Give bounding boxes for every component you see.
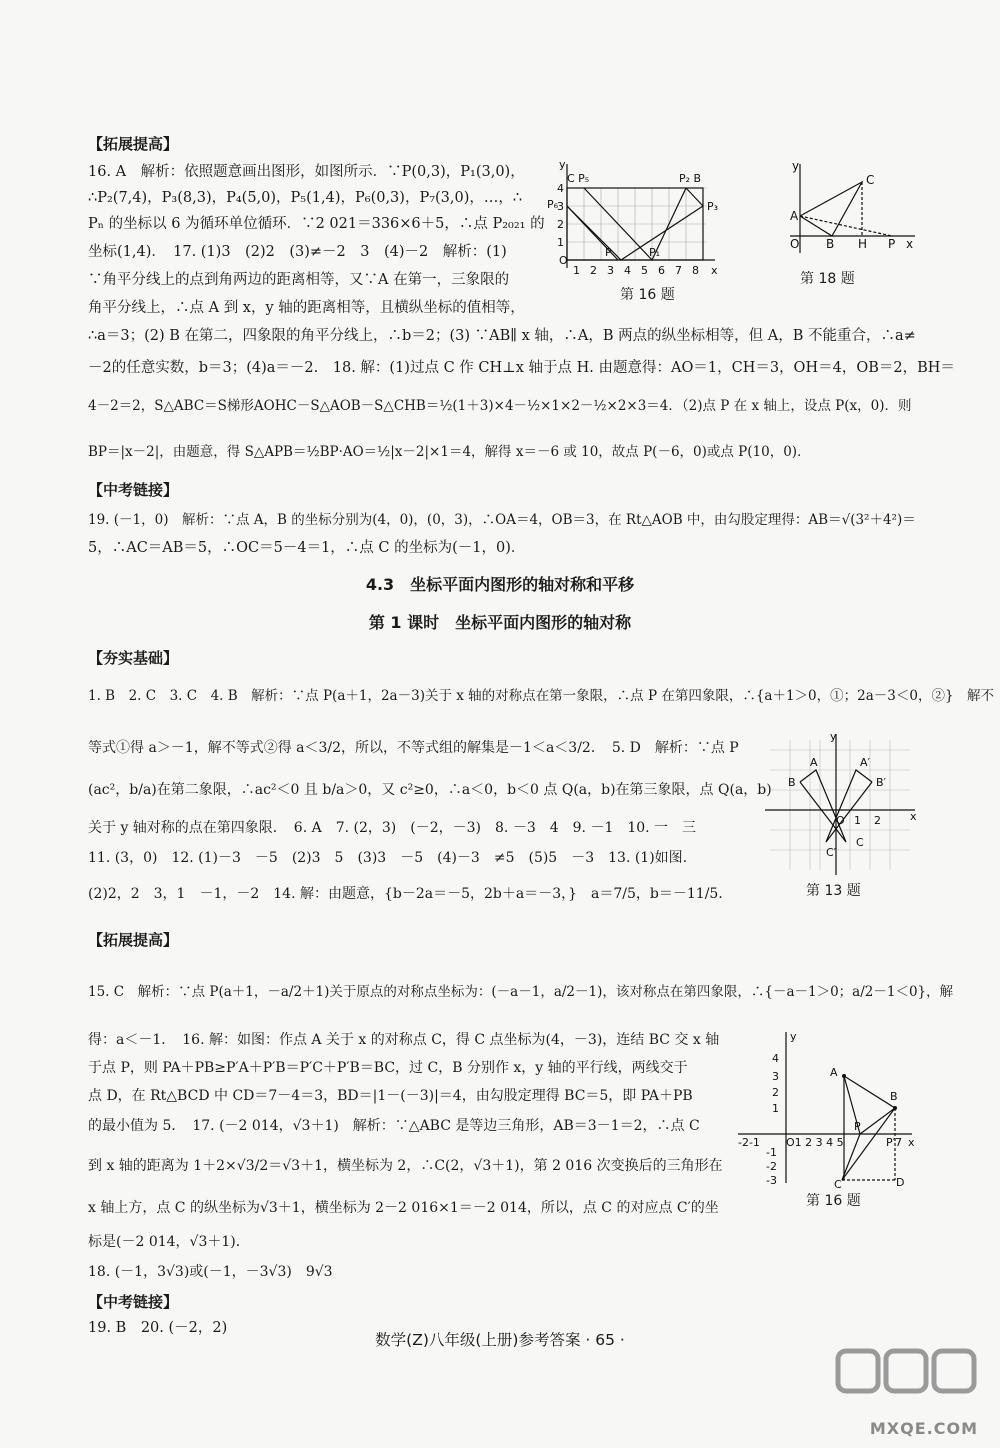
svg-text:8: 8 bbox=[692, 264, 699, 277]
svg-text:P₆: P₆ bbox=[547, 198, 559, 211]
svg-text:P: P bbox=[605, 246, 612, 259]
svg-text:-2: -2 bbox=[766, 1160, 777, 1173]
figure-16-grid bbox=[545, 158, 725, 288]
svg-text:4: 4 bbox=[772, 1052, 779, 1065]
svg-text:P: P bbox=[888, 237, 896, 251]
svg-text:A: A bbox=[790, 209, 799, 223]
svg-text:y: y bbox=[790, 1030, 797, 1043]
text-line: ∵角平分线上的点到角两边的距离相等，又∵A 在第一，三象限的 bbox=[88, 272, 510, 288]
svg-text:-1: -1 bbox=[766, 1146, 777, 1159]
figure-16-lower bbox=[730, 1028, 920, 1188]
svg-text:C: C bbox=[856, 836, 864, 849]
text-line: 于点 P，则 PA＋PB≥P′A＋P′B＝P′C＋P′B＝BC，过 C，B 分别作 x，y 轴的平行线，两线交于 bbox=[88, 1060, 688, 1076]
svg-text:-2-1: -2-1 bbox=[738, 1136, 760, 1149]
text-line: 19. B 20. (－2，2) bbox=[88, 1320, 228, 1336]
figure-13 bbox=[760, 730, 920, 880]
text-line: 16. A 解析：依照题意画出图形，如图所示．∵P(0,3)，P₁(3,0)， bbox=[88, 164, 525, 180]
svg-text:B: B bbox=[788, 776, 796, 789]
text-line: －2的任意实数，b＝3；(4)a＝－2. 18. 解：(1)过点 C 作 CH⊥x 轴于点 H. 由题意得：AO＝1，CH＝3，OH＝4，OB＝2，BH＝ bbox=[88, 360, 955, 376]
svg-text:2: 2 bbox=[557, 218, 564, 231]
svg-text:O1 2 3 4 5: O1 2 3 4 5 bbox=[786, 1136, 844, 1149]
svg-text:O: O bbox=[790, 237, 800, 251]
watermark-logo-icon bbox=[830, 1343, 980, 1428]
svg-text:B: B bbox=[890, 1090, 898, 1103]
text-line: x 轴上方，点 C 的纵坐标为√3＋1，横坐标为 2－2 016×1＝－2 014，所以，点 C 的对应点 C′的坐 bbox=[88, 1200, 719, 1216]
svg-text:1: 1 bbox=[854, 814, 861, 827]
svg-text:P₃: P₃ bbox=[707, 200, 719, 213]
text-line: 11. (3，0) 12. (1)－3 －5 (2)3 5 (3)3 －5 (4)－3 ≠5 (5)5 －3 13. (1)如图. bbox=[88, 850, 688, 866]
svg-text:1: 1 bbox=[573, 264, 580, 277]
text-line: 4－2＝2，S△ABC＝S梯形AOHC－S△AOB－S△CHB＝½(1＋3)×4－½×1×2－½×2×3＝4．（2)点 P 在 x 轴上，设点 P(x，0)．则 bbox=[88, 398, 912, 414]
figure-18-caption: 第 18 题 bbox=[800, 271, 855, 287]
figure-18 bbox=[780, 158, 920, 268]
tag-expand-2: 【拓展提高】 bbox=[88, 931, 179, 949]
svg-text:3: 3 bbox=[557, 200, 564, 213]
svg-text:y: y bbox=[830, 730, 837, 743]
svg-text:A: A bbox=[830, 1066, 838, 1079]
text-line: 等式①得 a＞－1，解不等式②得 a＜3/2，所以，不等式组的解集是－1＜a＜3/2． 5. D 解析：∵点 P bbox=[88, 740, 739, 756]
text-line: 点 D，在 Rt△BCD 中 CD＝7－4＝3，BD＝|1－(－3)|＝4，由勾股定理得 BC＝5，即 PA＋PB bbox=[88, 1088, 693, 1104]
text-line: 的最小值为 5． 17. (－2 014，√3＋1) 解析：∵△ABC 是等边三角形，AB＝3－1＝2，∴点 C bbox=[88, 1118, 700, 1134]
text-line: 19. (－1，0) 解析：∵点 A，B 的坐标分别为(4，0)，(0，3)，∴OA＝4，OB＝3，在 Rt△AOB 中，由勾股定理得：AB＝√(3²＋4²)＝ bbox=[88, 512, 916, 528]
svg-text:A: A bbox=[810, 756, 818, 769]
svg-text:x: x bbox=[906, 237, 914, 251]
svg-text:2: 2 bbox=[772, 1086, 779, 1099]
text-line: BP＝|x－2|，由题意，得 S△APB＝½BP·AO＝½|x－2|×1＝4，解得 x＝－6 或 10，故点 P(－6，0)或点 P(10，0)． bbox=[88, 444, 811, 460]
figure-16-caption: 第 16 题 bbox=[620, 287, 675, 303]
svg-text:H: H bbox=[858, 237, 868, 251]
svg-text:4: 4 bbox=[557, 182, 564, 195]
text-line: ∴a＝3；(2) B 在第二，四象限的角平分线上，∴b＝2；(3) ∵AB∥ x 轴，∴A，B 两点的纵坐标相等，但 A，B 不能重合，∴a≠ bbox=[88, 328, 916, 344]
text-line: 5，∴AC＝AB＝5，∴OC＝5－4＝1，∴点 C 的坐标为(－1，0)． bbox=[88, 540, 526, 556]
svg-text:O: O bbox=[559, 254, 568, 267]
svg-text:7: 7 bbox=[675, 264, 682, 277]
svg-text:C P₅: C P₅ bbox=[567, 172, 590, 185]
text-line: 18. (－1，3√3)或(－1，－3√3) 9√3 bbox=[88, 1264, 333, 1280]
text-line: (ac²，b/a)在第二象限，∴ac²＜0 且 b/a＞0，又 c²≥0，∴a＜0，b＜0 点 Q(a，b)在第三象限，点 Q(a，b) bbox=[88, 782, 772, 798]
tag-zhongkao-1: 【中考链接】 bbox=[88, 481, 179, 499]
text-line: (2)2，2 3，1 －1，－2 14. 解：由题意，{b－2a＝－5，2b＋a＝－3，} a＝7/5，b＝－11/5． bbox=[88, 886, 733, 902]
text-line: 角平分线上，∴点 A 到 x，y 轴的距离相等，且横纵坐标的值相等， bbox=[88, 300, 525, 316]
svg-text:y: y bbox=[792, 159, 800, 173]
text-line: 到 x 轴的距离为 1＋2×√3/2＝√3＋1，横坐标为 2，∴C(2，√3＋1)，第 2 016 次变换后的三角形在 bbox=[88, 1158, 723, 1174]
svg-text:B: B bbox=[826, 237, 835, 251]
tag-zhongkao-2: 【中考链接】 bbox=[88, 1293, 179, 1311]
page-footer: 数学(Z)八年级(上册)参考答案 · 65 · bbox=[375, 1331, 625, 1349]
svg-text:1: 1 bbox=[772, 1102, 779, 1115]
svg-text:P₁: P₁ bbox=[649, 246, 661, 259]
svg-text:3: 3 bbox=[607, 264, 614, 277]
svg-text:3: 3 bbox=[772, 1070, 779, 1083]
text-line: Pₙ 的坐标以 6 为循环单位循环．∵2 021＝336×6＋5，∴点 P₂₀₂₁ 的 bbox=[88, 216, 545, 232]
text-line: 坐标(1,4)． 17. (1)3 (2)2 (3)≠－2 3 (4)－2 解析：(1) bbox=[88, 244, 507, 260]
text-line: 得：a＜－1． 16. 解：如图：作点 A 关于 x 的对称点 C，得 C 点坐标为(4，－3)，连结 BC 交 x 轴 bbox=[88, 1032, 720, 1048]
svg-text:O: O bbox=[836, 814, 845, 827]
svg-text:2: 2 bbox=[590, 264, 597, 277]
text-line: 1. B 2. C 3. C 4. B 解析：∵点 P(a＋1，2a－3)关于 x 轴的对称点在第一象限，∴点 P 在第四象限，∴{a＋1＞0，①；2a－3＜0，②} 解不 bbox=[88, 688, 995, 704]
svg-text:A′: A′ bbox=[860, 756, 871, 769]
tag-expand-1: 【拓展提高】 bbox=[88, 135, 179, 153]
svg-text:x: x bbox=[908, 1136, 915, 1149]
figure-13-caption: 第 13 题 bbox=[806, 883, 861, 899]
text-line: 关于 y 轴对称的点在第四象限． 6. A 7. (2，3) (－2，－3) 8. －3 4 9. －1 10. 一 三 bbox=[88, 820, 697, 836]
figure-16-lower-caption: 第 16 题 bbox=[806, 1193, 861, 1209]
svg-text:C′: C′ bbox=[826, 846, 837, 859]
svg-text:2: 2 bbox=[874, 814, 881, 827]
svg-text:B′: B′ bbox=[876, 776, 887, 789]
text-line: ∴P₂(7,4)，P₃(8,3)，P₄(5,0)，P₅(1,4)，P₆(0,3)，P₇(3,0)，…，∴ bbox=[88, 190, 523, 206]
svg-text:1: 1 bbox=[557, 236, 564, 249]
lesson-title: 第 1 课时 坐标平面内图形的轴对称 bbox=[368, 613, 632, 632]
tag-basic: 【夯实基础】 bbox=[88, 649, 179, 667]
watermark-text: MXQE.COM bbox=[869, 1419, 978, 1438]
svg-text:4: 4 bbox=[624, 264, 631, 277]
svg-text:P′7: P′7 bbox=[886, 1136, 903, 1149]
svg-text:-3: -3 bbox=[766, 1174, 777, 1187]
text-line: 标是(－2 014，√3＋1)． bbox=[88, 1234, 250, 1250]
svg-text:5: 5 bbox=[641, 264, 648, 277]
svg-text:x: x bbox=[910, 810, 917, 823]
svg-text:y: y bbox=[559, 158, 566, 171]
svg-text:x: x bbox=[711, 264, 718, 277]
svg-text:P: P bbox=[854, 1120, 861, 1133]
svg-text:6: 6 bbox=[658, 264, 665, 277]
text-line: 15. C 解析：∵点 P(a＋1，－a/2＋1)关于原点的对称点坐标为：(－a－1，a/2－1)，该对称点在第四象限，∴{－a－1＞0；a/2－1＜0}，解 bbox=[88, 984, 954, 1000]
svg-text:C: C bbox=[866, 173, 875, 187]
svg-text:D: D bbox=[896, 1176, 905, 1188]
svg-text:P₂ B: P₂ B bbox=[679, 172, 702, 185]
svg-text:C: C bbox=[834, 1178, 842, 1188]
section-title: 4.3 坐标平面内图形的轴对称和平移 bbox=[365, 575, 635, 594]
